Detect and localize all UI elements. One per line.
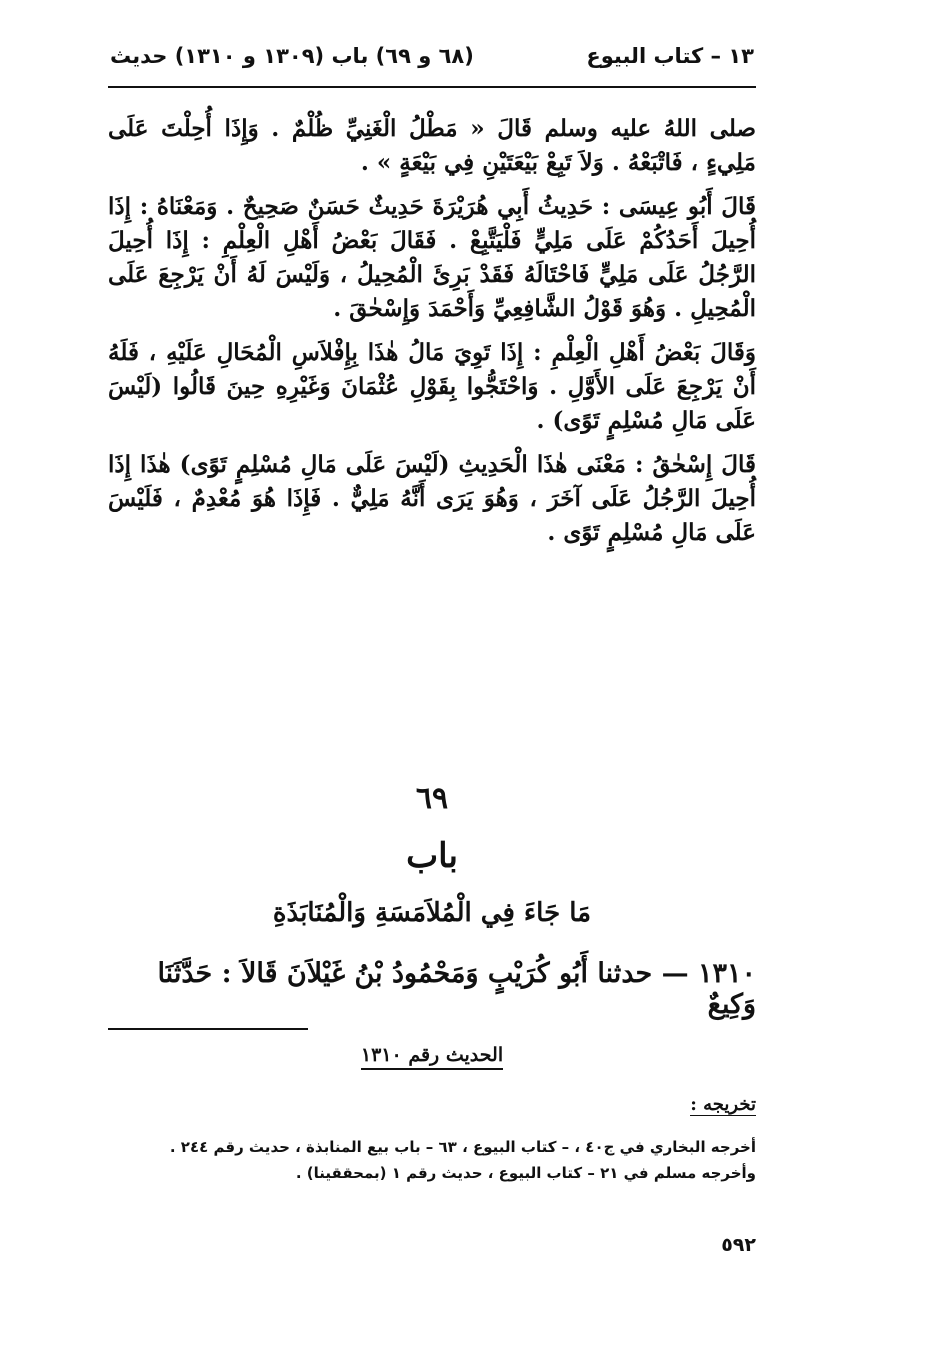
chapter-number: ٦٩ bbox=[415, 781, 449, 816]
takhrij-text bbox=[108, 1134, 756, 1186]
footnote-heading bbox=[108, 1044, 756, 1066]
footnote-divider bbox=[108, 1028, 308, 1030]
main-text bbox=[108, 112, 756, 560]
footnote-heading-text: الحديث رقم ١٣١٠ bbox=[361, 1044, 503, 1070]
running-header bbox=[108, 36, 756, 76]
page-number: ٥٩٢ bbox=[721, 1234, 756, 1256]
header-chapter-hadith-range: (٦٨ و ٦٩) باب (١٣٠٩ و ١٣١٠) حديث bbox=[110, 44, 474, 68]
paragraph: وَقَالَ بَعْضُ أَهْلِ الْعِلْمِ : إِذَا تَوِيَ مَالُ هٰذَا بِإِفْلاَسِ الْمُحَالِ عَلَيْهِ ، فَلَهُ أَنْ يَرْجِعَ عَلَى الأَوَّلِ . وَاحْتَجُّوا بِقَوْلِ عُثْمَانَ وَغَيْرِهِ حِينَ قَالُوا (لَيْسَ عَلَى مَالِ مُسْلِمٍ تَوًى) . bbox=[108, 339, 756, 434]
chapter-bab-label: باب bbox=[406, 836, 458, 876]
header-book-title: ١٣ – كتاب البيوع bbox=[586, 44, 754, 68]
chapter-title: مَا جَاءَ فِي الْمُلاَمَسَةِ وَالْمُنَابَذَةِ bbox=[272, 898, 592, 928]
hadith-isnad: ١٣١٠ — حدثنا أَبُو كُرَيْبٍ وَمَحْمُودُ بْنُ غَيْلاَنَ قَالاَ : حَدَّثَنَا وَكِيعٌ bbox=[157, 958, 756, 1020]
header-rule bbox=[108, 86, 756, 88]
page bbox=[108, 36, 756, 1256]
takhrij-line: وأخرجه مسلم في ٢١ – كتاب البيوع ، حديث رقم ١ (بمحققينا) . bbox=[295, 1164, 756, 1182]
paragraph: قَالَ إِسْحٰقُ : مَعْنَى هٰذَا الْحَدِيثِ (لَيْسَ عَلَى مَالِ مُسْلِمٍ تَوًى) هٰذَا إِذَا أُحِيلَ الرَّجُلُ عَلَى آخَرَ ، وَهُوَ يَرَى أَنَّهُ مَلِيٌّ . فَإِذَا هُوَ مُعْدِمٌ ، فَلَيْسَ عَلَى مَالِ مُسْلِمٍ تَوًى . bbox=[108, 451, 756, 546]
paragraph: صلى اللهُ عليه وسلم قَالَ « مَطْلُ الْغَنِيِّ ظُلْمٌ . وَإِذَا أُحِلْتَ عَلَى مَلِيءٍ ، فَاتْبَعْهُ . وَلاَ تَبِعْ بَيْعَتَيْنِ فِي بَيْعَةٍ » . bbox=[108, 115, 756, 176]
takhrij-label: تخريجه : bbox=[690, 1094, 756, 1115]
paragraph: قَالَ أَبُو عِيسَى : حَدِيثُ أَبِي هُرَيْرَةَ حَدِيثٌ حَسَنٌ صَحِيحٌ . وَمَعْنَاهُ : إِذَا أُحِيلَ أَحَدُكُمْ عَلَى مَلِيٍّ فَلْيَتَّبِعْ . فَقَالَ بَعْضُ أَهْلِ الْعِلْمِ : إِذَا أُحِيلَ الرَّجُلُ عَلَى مَلِيٍّ فَاحْتَالَهُ فَقَدْ بَرِئَ الْمُحِيلُ ، وَلَيْسَ لَهُ أَنْ يَرْجِعَ عَلَى الْمُحِيلِ . وَهُوَ قَوْلُ الشَّافِعِيِّ وَأَحْمَدَ وَإِسْحٰقَ . bbox=[108, 193, 756, 322]
takhrij-line: أخرجه البخاري في ج٤٠ ، – كتاب البيوع ، ٦٣ – باب بيع المنابذة ، حديث رقم ٢٤٤ . bbox=[169, 1138, 756, 1156]
